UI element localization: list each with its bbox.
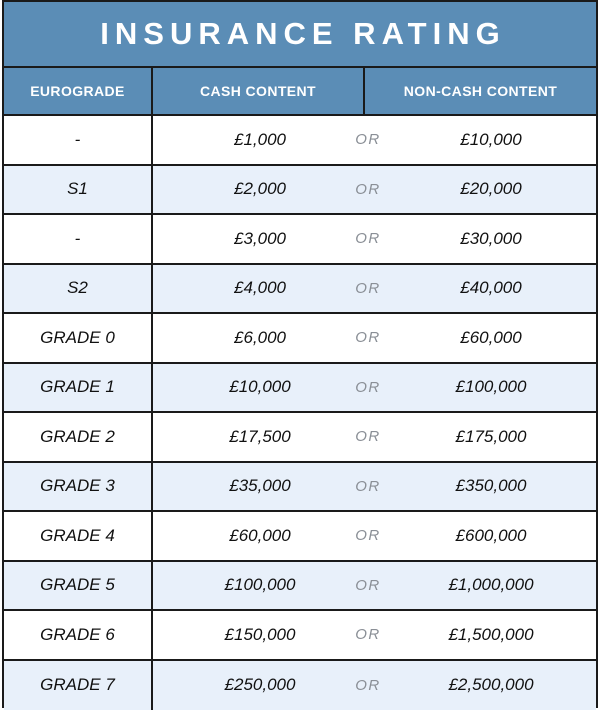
or-separator: OR [355,378,381,396]
eurograde-cell: - [4,116,153,164]
non-cash-content-cell: £175,000 [455,426,527,446]
header-eurograde: EUROGRADE [4,68,153,114]
eurograde-cell: GRADE 2 [4,413,153,461]
cash-content-cell: £1,000 [234,129,286,149]
eurograde-cell: S2 [4,265,153,313]
title-bar [4,2,596,68]
or-separator: OR [355,477,381,495]
eurograde-cell: GRADE 7 [4,661,153,710]
non-cash-content-cell: £1,500,000 [448,624,534,644]
table-row [4,364,596,414]
cash-content-cell: £4,000 [234,278,286,298]
eurograde-cell: GRADE 3 [4,463,153,511]
table-title: INSURANCE RATING [100,16,506,51]
or-separator: OR [355,230,381,248]
non-cash-content-cell: £600,000 [455,525,527,545]
or-separator: OR [355,428,381,446]
non-cash-content-cell: £60,000 [460,327,522,347]
table-row [4,512,596,562]
table-row [4,314,596,364]
or-separator: OR [355,329,381,347]
cash-content-cell: £17,500 [229,426,291,446]
insurance-rating-table [2,0,598,708]
non-cash-content-cell: £100,000 [455,377,527,397]
cash-content-cell: £6,000 [234,327,286,347]
cash-content-cell: £3,000 [234,228,286,248]
table-row [4,215,596,265]
or-separator: OR [355,131,381,149]
cash-content-cell: £60,000 [229,525,291,545]
table-row [4,413,596,463]
table-row [4,611,596,661]
non-cash-content-cell: £1,000,000 [448,575,534,595]
table-row [4,463,596,513]
eurograde-cell: GRADE 4 [4,512,153,560]
non-cash-content-cell: £20,000 [460,179,522,199]
table-row [4,166,596,216]
header-row [4,68,596,116]
non-cash-content-cell: £10,000 [460,129,522,149]
eurograde-cell: GRADE 6 [4,611,153,659]
eurograde-cell: - [4,215,153,263]
eurograde-cell: GRADE 1 [4,364,153,412]
non-cash-content-cell: £350,000 [455,476,527,496]
or-separator: OR [355,576,381,594]
non-cash-content-cell: £30,000 [460,228,522,248]
cash-content-cell: £150,000 [224,624,296,644]
header-cash-content: CASH CONTENT [153,68,365,114]
or-separator: OR [355,676,381,694]
eurograde-cell: GRADE 5 [4,562,153,610]
non-cash-content-cell: £40,000 [460,278,522,298]
or-separator: OR [355,626,381,644]
table-row [4,661,596,710]
eurograde-cell: S1 [4,166,153,214]
table-row [4,562,596,612]
cash-content-cell: £10,000 [229,377,291,397]
cash-content-cell: £250,000 [224,675,296,695]
cash-content-cell: £2,000 [234,179,286,199]
header-non-cash-content: NON-CASH CONTENT [403,83,558,99]
table-row [4,116,596,166]
cash-content-cell: £35,000 [229,476,291,496]
or-separator: OR [355,527,381,545]
or-separator: OR [355,279,381,297]
table-row [4,265,596,315]
or-separator: OR [355,180,381,198]
non-cash-content-cell: £2,500,000 [448,675,534,695]
eurograde-cell: GRADE 0 [4,314,153,362]
cash-content-cell: £100,000 [224,575,296,595]
